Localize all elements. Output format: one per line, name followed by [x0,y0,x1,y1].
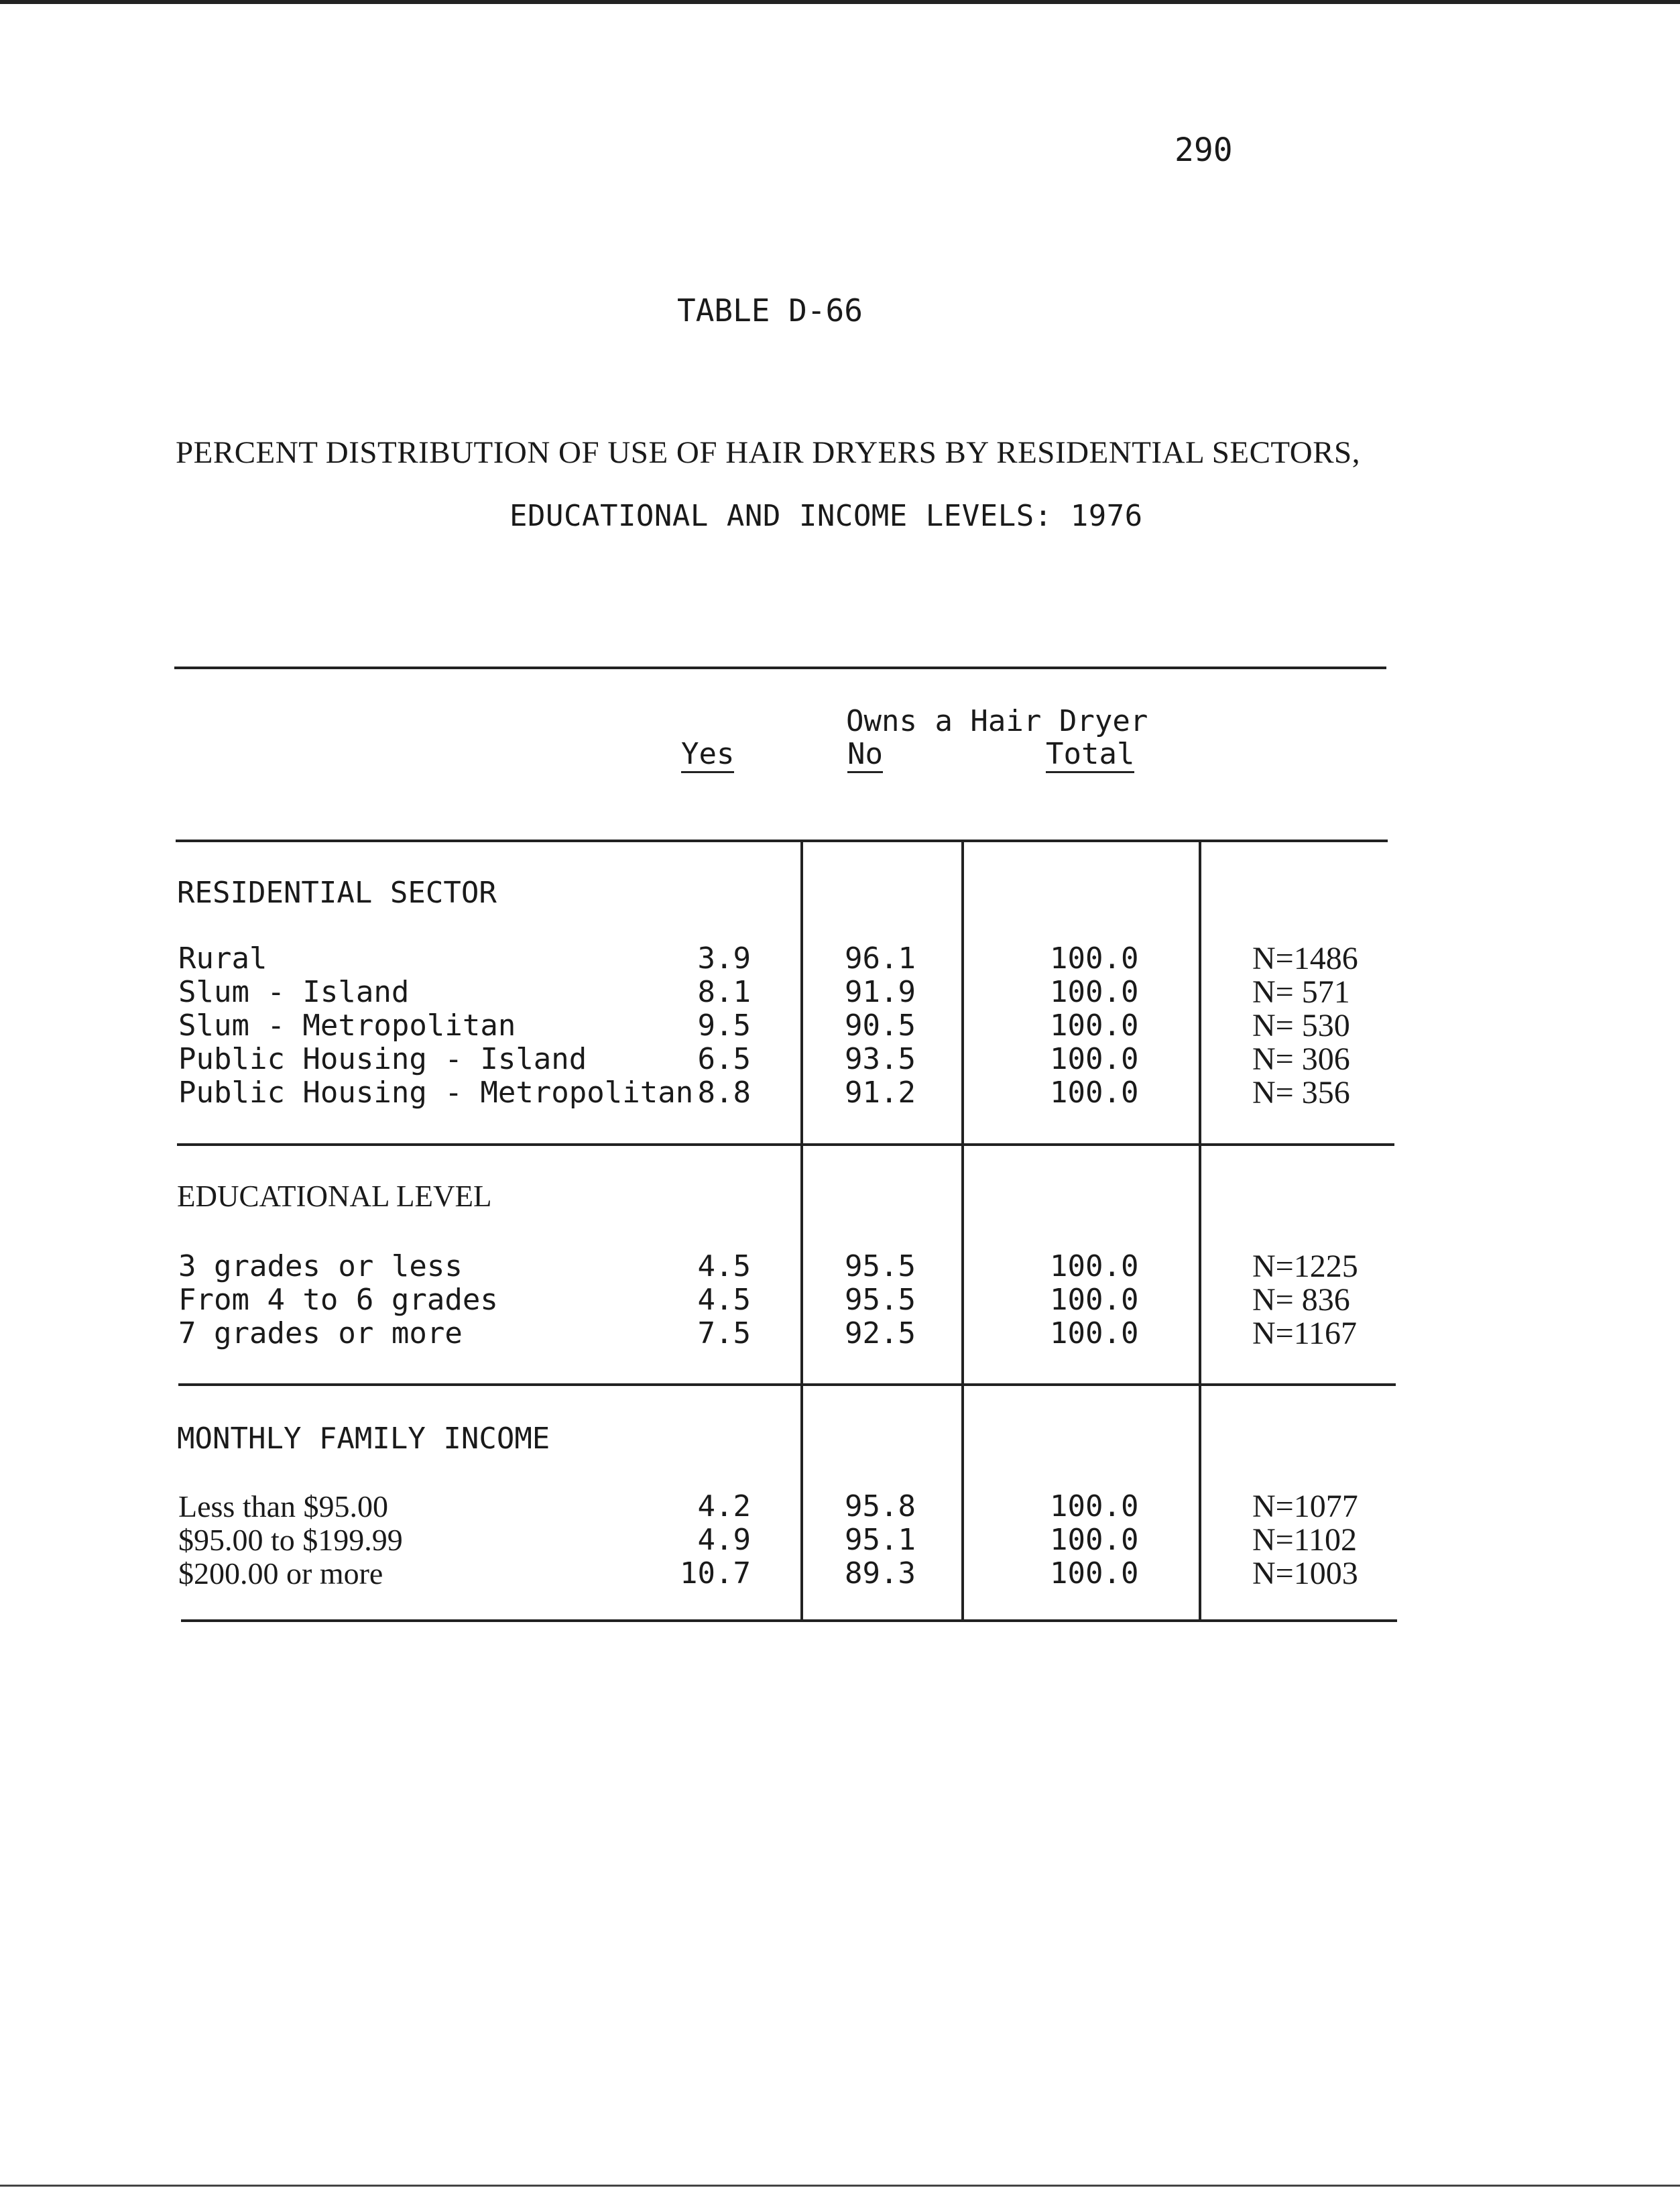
cell-yes: 4.2 [697,1489,751,1523]
cell-n: N=1225 [1252,1249,1358,1284]
cell-yes: 8.1 [697,975,751,1009]
table-row [0,1076,1680,1110]
cell-total: 100.0 [1050,1008,1139,1043]
cell-yes: 6.5 [697,1042,751,1076]
cell-no: 95.5 [845,1249,916,1283]
column-header-yes: Yes [681,738,734,773]
table-row [0,1283,1680,1317]
row-label: Slum - Metropolitan [178,1008,516,1043]
cell-no: 95.5 [845,1283,916,1317]
table-title-line-2: EDUCATIONAL AND INCOME LEVELS: 1976 [509,499,1143,533]
cell-yes: 8.8 [697,1076,751,1110]
table-row [0,1317,1680,1350]
section-title-residential: RESIDENTIAL SECTOR [177,876,497,910]
table-bottom-rule [181,1619,1397,1622]
cell-n: N=1077 [1252,1489,1358,1524]
cell-no: 93.5 [845,1042,916,1076]
section-title-educational: EDUCATIONAL LEVEL [177,1179,492,1213]
row-label: 3 grades or less [178,1249,463,1283]
table-row [0,1557,1680,1591]
row-label: $200.00 or more [178,1556,383,1591]
cell-no: 90.5 [845,1008,916,1043]
row-label: 7 grades or more [178,1316,463,1350]
cell-total: 100.0 [1050,941,1139,976]
section-divider-1 [177,1143,1394,1146]
bottom-edge-line [0,2185,1680,2187]
row-label: Less than $95.00 [178,1489,389,1523]
column-header-total: Total [1046,738,1134,773]
cell-total: 100.0 [1050,1042,1139,1076]
row-label: Public Housing - Metropolitan [178,1076,694,1110]
cell-yes: 9.5 [697,1008,751,1043]
cell-total: 100.0 [1050,1283,1139,1317]
cell-total: 100.0 [1050,1523,1139,1557]
cell-yes: 10.7 [680,1556,751,1591]
table-row [0,1009,1680,1043]
cell-total: 100.0 [1050,975,1139,1009]
cell-yes: 3.9 [697,941,751,976]
section-divider-2 [178,1383,1396,1386]
cell-no: 96.1 [845,941,916,976]
row-label: $95.00 to $199.99 [178,1523,403,1557]
row-label: From 4 to 6 grades [178,1283,498,1317]
cell-n: N=1003 [1252,1556,1358,1591]
cell-total: 100.0 [1050,1489,1139,1523]
section-title-income: MONTHLY FAMILY INCOME [177,1422,550,1456]
row-label: Rural [178,941,267,976]
cell-total: 100.0 [1050,1249,1139,1283]
cell-no: 95.1 [845,1523,916,1557]
cell-no: 89.3 [845,1556,916,1591]
cell-n: N=1102 [1252,1522,1357,1558]
cell-total: 100.0 [1050,1556,1139,1591]
cell-n: N= 356 [1252,1075,1350,1110]
row-label: Public Housing - Island [178,1042,587,1076]
column-group-header: Owns a Hair Dryer [846,704,1148,738]
cell-no: 91.9 [845,975,916,1009]
cell-n: N= 530 [1252,1008,1350,1043]
cell-total: 100.0 [1050,1076,1139,1110]
table-row [0,1490,1680,1523]
cell-no: 91.2 [845,1076,916,1110]
row-label: Slum - Island [178,975,410,1009]
column-header-no: No [847,738,883,773]
cell-yes: 7.5 [697,1316,751,1350]
top-edge-line [0,0,1680,4]
table-row [0,1250,1680,1283]
cell-yes: 4.5 [697,1283,751,1317]
table-top-rule [174,667,1386,669]
table-row [0,1523,1680,1557]
cell-yes: 4.5 [697,1249,751,1283]
cell-total: 100.0 [1050,1316,1139,1350]
table-row [0,1043,1680,1076]
cell-n: N= 571 [1252,974,1350,1010]
cell-n: N= 836 [1252,1282,1350,1318]
table-row [0,976,1680,1009]
cell-no: 92.5 [845,1316,916,1350]
cell-n: N=1167 [1252,1316,1357,1351]
page-number: 290 [1175,131,1233,169]
table-row [0,942,1680,976]
table-label: TABLE D-66 [677,292,863,329]
cell-n: N= 306 [1252,1041,1350,1077]
cell-no: 95.8 [845,1489,916,1523]
cell-yes: 4.9 [697,1523,751,1557]
table-title-line-1: PERCENT DISTRIBUTION OF USE OF HAIR DRYERS BY RESIDENTIAL SECTORS, [176,435,1360,470]
header-bottom-rule [176,840,1388,842]
cell-n: N=1486 [1252,941,1358,976]
